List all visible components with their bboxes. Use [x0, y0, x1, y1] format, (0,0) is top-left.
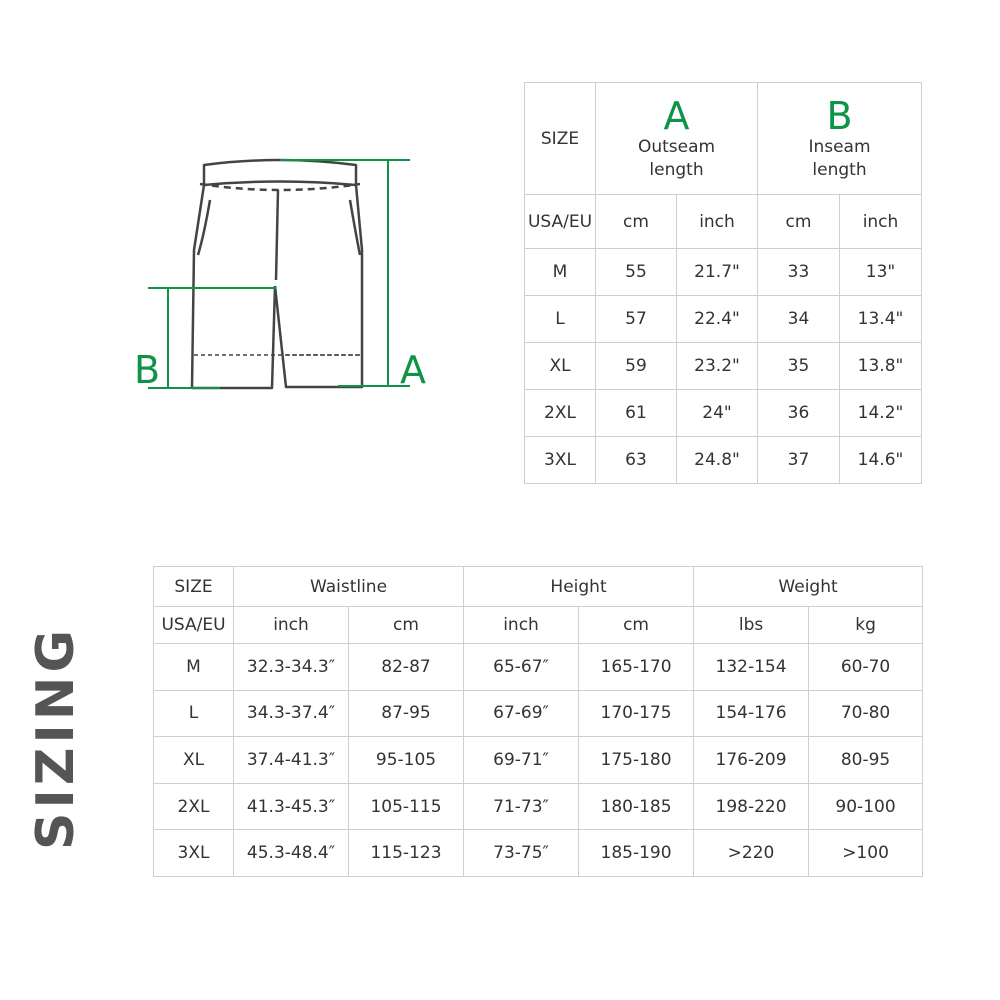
region-header: USA/EU	[525, 195, 596, 249]
size-cell: L	[525, 296, 596, 343]
unit-cell: inch	[840, 195, 922, 249]
data-cell: 24.8"	[677, 437, 758, 484]
table-row	[525, 249, 922, 296]
data-cell: 14.6"	[840, 437, 922, 484]
data-cell: 87-95	[349, 690, 464, 737]
unit-cell: kg	[809, 607, 923, 644]
inseam-header	[758, 83, 922, 195]
data-cell: 198-220	[694, 783, 809, 830]
data-cell: 37	[758, 437, 840, 484]
table-row	[525, 296, 922, 343]
data-cell: 61	[596, 390, 677, 437]
unit-cell: cm	[349, 607, 464, 644]
table-header-row	[154, 567, 923, 607]
outseam-header	[596, 83, 758, 195]
length-size-table	[524, 82, 922, 484]
table-row	[154, 690, 923, 737]
outseam-letter: A	[663, 93, 690, 138]
label-b: B	[134, 348, 161, 392]
unit-cell: inch	[234, 607, 349, 644]
size-cell: 3XL	[154, 830, 234, 877]
data-cell: 132-154	[694, 644, 809, 691]
data-cell: 41.3-45.3″	[234, 783, 349, 830]
unit-row	[154, 607, 923, 644]
data-cell: 67-69″	[464, 690, 579, 737]
data-cell: 33	[758, 249, 840, 296]
data-cell: 82-87	[349, 644, 464, 691]
inseam-letter: B	[826, 93, 853, 138]
size-cell: M	[525, 249, 596, 296]
sizing-title: SIZING	[26, 625, 86, 850]
data-cell: 165-170	[579, 644, 694, 691]
data-cell: >100	[809, 830, 923, 877]
region-header: USA/EU	[154, 607, 234, 644]
data-cell: 34	[758, 296, 840, 343]
table-row	[154, 737, 923, 784]
data-cell: 32.3-34.3″	[234, 644, 349, 691]
outseam-measure-line	[280, 160, 410, 386]
inseam-label-line1: Inseam	[808, 136, 871, 157]
size-header: SIZE	[525, 83, 596, 195]
unit-cell: cm	[596, 195, 677, 249]
outseam-label-line2: length	[649, 159, 704, 180]
data-cell: 24"	[677, 390, 758, 437]
data-cell: 170-175	[579, 690, 694, 737]
size-cell: M	[154, 644, 234, 691]
unit-cell: inch	[464, 607, 579, 644]
data-cell: 37.4-41.3″	[234, 737, 349, 784]
data-cell: 185-190	[579, 830, 694, 877]
table-row	[154, 830, 923, 877]
data-cell: 175-180	[579, 737, 694, 784]
data-cell: 14.2"	[840, 390, 922, 437]
data-cell: 21.7"	[677, 249, 758, 296]
data-cell: 73-75″	[464, 830, 579, 877]
table-row	[154, 644, 923, 691]
data-cell: 69-71″	[464, 737, 579, 784]
size-header: SIZE	[154, 567, 234, 607]
data-cell: 13.8"	[840, 343, 922, 390]
table-row	[525, 437, 922, 484]
data-cell: 59	[596, 343, 677, 390]
body-size-table	[153, 566, 923, 877]
data-cell: 63	[596, 437, 677, 484]
data-cell: 13.4"	[840, 296, 922, 343]
data-cell: 115-123	[349, 830, 464, 877]
data-cell: 23.2"	[677, 343, 758, 390]
data-cell: 80-95	[809, 737, 923, 784]
size-cell: 2XL	[154, 783, 234, 830]
unit-cell: cm	[758, 195, 840, 249]
data-cell: 35	[758, 343, 840, 390]
inseam-measure-line	[148, 288, 276, 388]
data-cell: 180-185	[579, 783, 694, 830]
table-row	[525, 343, 922, 390]
shorts-illustration	[120, 140, 440, 410]
size-cell: 3XL	[525, 437, 596, 484]
data-cell: 57	[596, 296, 677, 343]
size-cell: XL	[154, 737, 234, 784]
size-cell: XL	[525, 343, 596, 390]
data-cell: 154-176	[694, 690, 809, 737]
data-cell: 45.3-48.4″	[234, 830, 349, 877]
data-cell: 36	[758, 390, 840, 437]
data-cell: 70-80	[809, 690, 923, 737]
label-a: A	[400, 348, 426, 392]
data-cell: 60-70	[809, 644, 923, 691]
data-cell: 95-105	[349, 737, 464, 784]
unit-cell: inch	[677, 195, 758, 249]
weight-header: Weight	[694, 567, 923, 607]
data-cell: 13"	[840, 249, 922, 296]
data-cell: 34.3-37.4″	[234, 690, 349, 737]
data-cell: 90-100	[809, 783, 923, 830]
table-row	[154, 783, 923, 830]
size-cell: 2XL	[525, 390, 596, 437]
unit-cell: lbs	[694, 607, 809, 644]
data-cell: >220	[694, 830, 809, 877]
table-header-row	[525, 83, 922, 195]
height-header: Height	[464, 567, 694, 607]
shorts-outline	[192, 160, 362, 388]
data-cell: 55	[596, 249, 677, 296]
shorts-measurement-diagram	[120, 140, 440, 410]
data-cell: 22.4"	[677, 296, 758, 343]
data-cell: 105-115	[349, 783, 464, 830]
waistline-header: Waistline	[234, 567, 464, 607]
unit-row	[525, 195, 922, 249]
data-cell: 65-67″	[464, 644, 579, 691]
outseam-label-line1: Outseam	[637, 136, 716, 157]
size-cell: L	[154, 690, 234, 737]
unit-cell: cm	[579, 607, 694, 644]
inseam-label-line2: length	[812, 159, 867, 180]
data-cell: 71-73″	[464, 783, 579, 830]
table-row	[525, 390, 922, 437]
data-cell: 176-209	[694, 737, 809, 784]
